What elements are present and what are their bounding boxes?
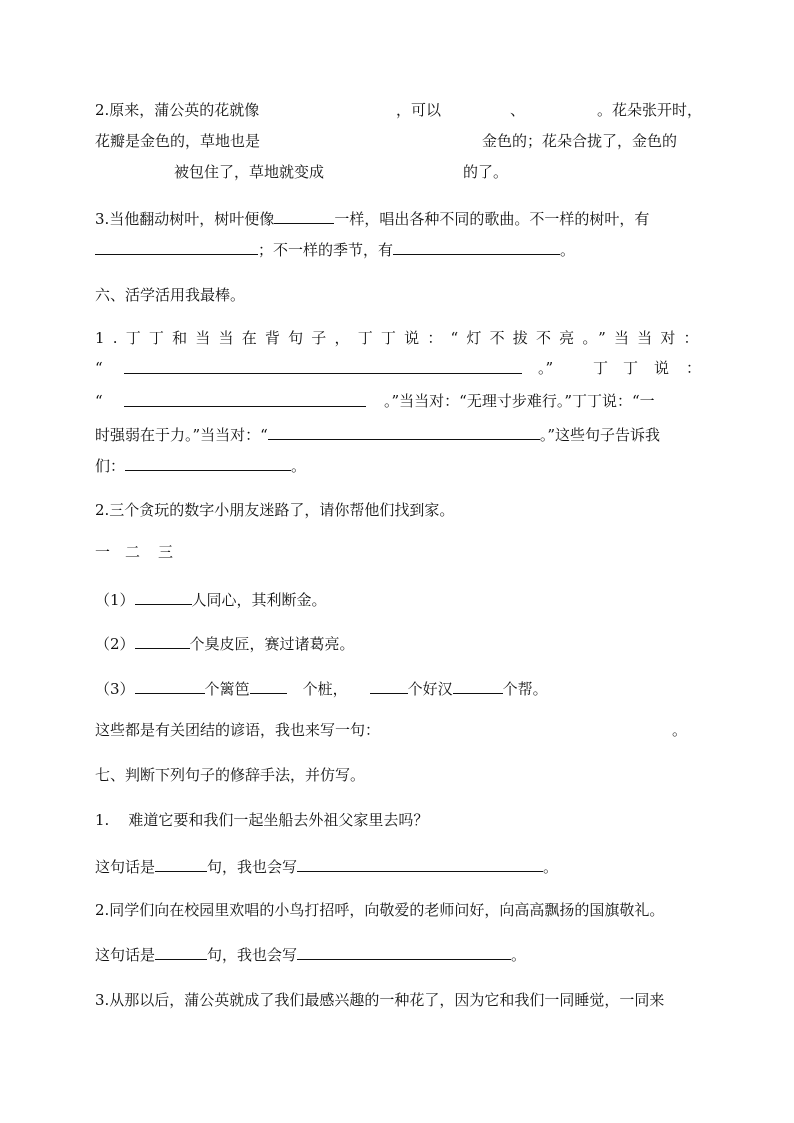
s7-q3: 3.从那以后，蒲公英就成了我们最感兴趣的一种花了，因为它和我们一同睡觉，一同来 (95, 991, 665, 1009)
s6-q1-blank-2[interactable] (124, 391, 366, 407)
proverb-prompt: 这些都是有关团结的谚语，我也来写一句： (95, 721, 381, 739)
number-three: 三 (158, 543, 174, 561)
item3-blank-1[interactable] (135, 678, 205, 694)
number-one: 一 (95, 543, 111, 561)
q3-line2 (95, 239, 575, 260)
item1-blank[interactable] (135, 589, 192, 605)
q3-text-d: 。 (560, 241, 576, 259)
item1-num: （1） (95, 591, 135, 609)
item1-text: 人同心，其利断金。 (191, 591, 327, 609)
s6-item1 (95, 589, 327, 610)
q2-line1-b: ，可以 (396, 101, 442, 119)
s6-q1-blank-1[interactable] (124, 358, 522, 374)
s7-q2-ans-a: 这句话是 (95, 946, 156, 964)
item3-text-c: 个桩， (302, 680, 348, 698)
q2-line1-c: 、 (510, 101, 526, 119)
proverb-end: 。 (672, 721, 688, 739)
q3-blank-1[interactable] (274, 208, 334, 224)
s7-q2-answer (95, 944, 526, 965)
item2-text: 个臭皮匠，赛过诸葛亮。 (189, 635, 355, 653)
s6-q1-l3-rest: 。”当当对：“无理寸步难行。”丁丁说：“一 (384, 392, 655, 410)
q2-line2-b: 金色的；花朵合拢了，金色的 (482, 132, 678, 150)
s7-q1-ans-a: 这句话是 (95, 858, 156, 876)
s7-q2-ans-b: 句，我也会写 (207, 946, 298, 964)
s6-q1-l5-b: 。 (291, 457, 307, 475)
item2-num: （2） (95, 635, 135, 653)
s7-q1-ans-c: 。 (543, 858, 559, 876)
s7-q1-blank-write[interactable] (297, 856, 543, 872)
s6-q1-l2-ding: 丁 (593, 359, 609, 377)
s6-item3 (95, 678, 548, 699)
q2-line3-a: 被包住了，草地就变成 (174, 163, 325, 181)
item3-blank-4[interactable] (453, 678, 503, 694)
s7-q2: 2.同学们向在校园里欢唱的小鸟打招呼，向敬爱的老师问好，向高高飘扬的国旗敬礼。 (95, 901, 665, 919)
q3-blank-3[interactable] (393, 239, 560, 255)
s6-q1-blank-4[interactable] (125, 455, 291, 471)
s6-q1-l3-open: “ (95, 392, 103, 410)
q3-blank-2[interactable] (95, 239, 258, 255)
item3-text-d: 个好汉 (407, 680, 453, 698)
q2-line1-a: 2.原来，蒲公英的花就像 (95, 101, 260, 119)
s6-q1-line5 (95, 455, 306, 476)
item3-blank-3[interactable] (370, 678, 408, 694)
q3-text-b: 一样，唱出各种不同的歌曲。不一样的树叶，有 (334, 210, 650, 228)
item2-blank[interactable] (135, 633, 190, 649)
section7-title: 七、判断下列句子的修辞手法，并仿写。 (95, 766, 366, 784)
s6-q2-title: 2.三个贪玩的数字小朋友迷路了，请你帮他们找到家。 (95, 501, 455, 519)
q2-line2-a: 花瓣是金色的，草地也是 (95, 132, 261, 150)
s6-q1-l2-open: “ (95, 359, 103, 377)
s6-q1-blank-3[interactable] (268, 424, 540, 440)
s6-q1-l2-say: 说 (654, 359, 670, 377)
s6-q1-l2-colon: ： (686, 359, 702, 377)
s6-q1-l2-ding2: 丁 (623, 359, 639, 377)
s7-q1-answer (95, 856, 558, 877)
s7-q2-blank-write[interactable] (297, 944, 511, 960)
item3-text-e: 个帮。 (502, 680, 548, 698)
item3-text-b: 个篱笆 (204, 680, 250, 698)
s7-q1-ans-b: 句，我也会写 (207, 858, 298, 876)
q2-line3-b: 的了。 (463, 163, 509, 181)
s7-q1-blank-type[interactable] (155, 856, 207, 872)
item3-blank-2[interactable] (250, 678, 287, 694)
s6-q1-l5-a: 们： (95, 457, 126, 475)
q2-line1-d: 。花朵张开时， (597, 101, 703, 119)
item3-num: （3） (95, 680, 135, 698)
section6-title: 六、活学活用我最棒。 (95, 286, 246, 304)
s6-q1-l4-a: 时强弱在于力。”当当对：“ (95, 426, 268, 444)
s6-q1-line1: 1.丁丁和当当在背句子，丁丁说：“灯不拔不亮。”当当对： (95, 329, 707, 347)
s6-q1-line4 (95, 424, 660, 445)
q3-line1 (95, 208, 649, 229)
s7-q2-ans-c: 。 (511, 946, 527, 964)
s6-q1-l4-b: 。”这些句子告诉我 (539, 426, 661, 444)
s6-q1-l2-close: 。” (538, 359, 554, 377)
q3-text-c: ；不一样的季节，有 (258, 241, 394, 259)
s7-q2-blank-type[interactable] (155, 944, 207, 960)
s6-item2 (95, 633, 355, 654)
s7-q1: 1. 难道它要和我们一起坐船去外祖父家里去吗？ (95, 811, 429, 829)
number-two: 二 (125, 543, 141, 561)
q3-text-a: 3.当他翻动树叶，树叶便像 (95, 210, 275, 228)
